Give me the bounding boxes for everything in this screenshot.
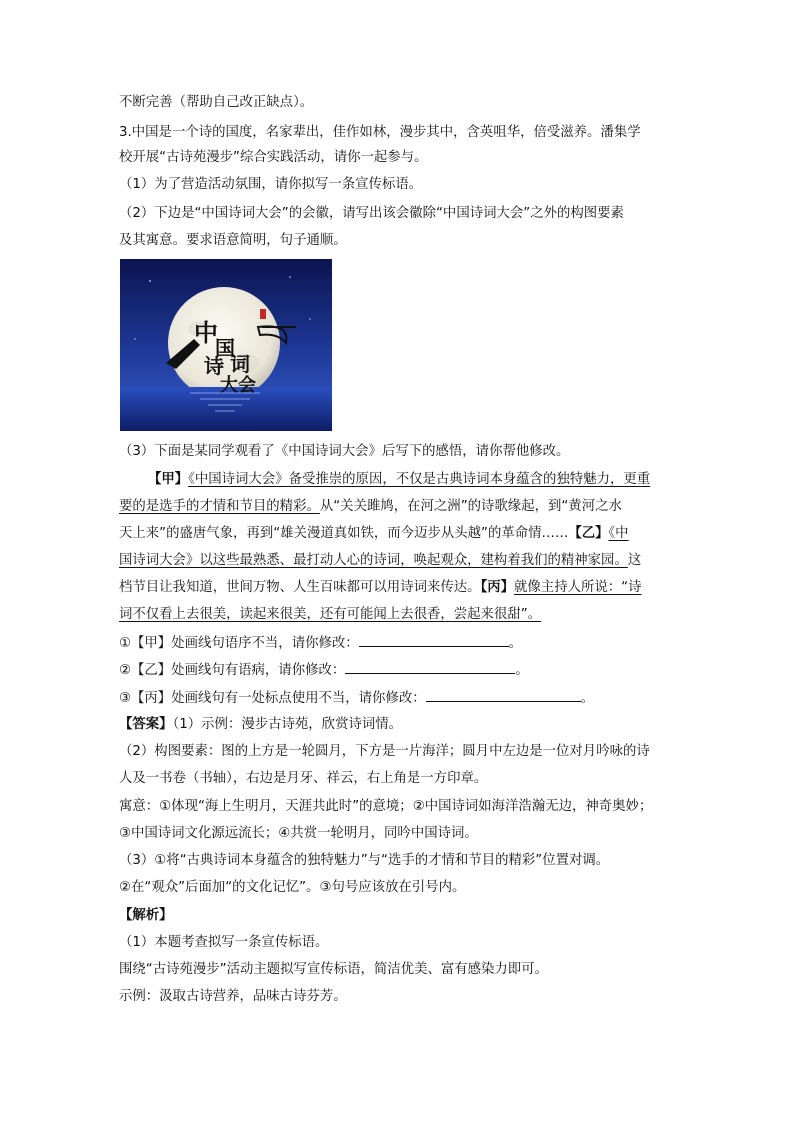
analysis-line-1: （1）本题考查拟写一条宣传标语。 xyxy=(119,935,329,950)
svg-text:会: 会 xyxy=(238,375,256,396)
subquestion-1: ①【甲】处画线句语序不当，请你修改： 。 xyxy=(119,636,523,651)
analysis-line-2: 围绕“古诗苑漫步”活动主题拟写宣传标语，简洁优美、富有感染力即可。 xyxy=(119,962,548,977)
analysis-tag: 【解析】 xyxy=(119,908,173,923)
subquestion-2: ②【乙】处画线句有语病，请你修改： 。 xyxy=(119,663,529,678)
answer-line-6: （3）①将“古典诗词本身蕴含的独特魅力”与“选手的才情和节目的精彩”位置对调。 xyxy=(119,853,610,868)
text-line: 校开展“古诗苑漫步”综合实践活动，请你一起参与。 xyxy=(119,150,428,165)
subquestion-3: ③【丙】处画线句有一处标点使用不当，请你修改： 。 xyxy=(119,691,594,706)
question-3-intro: 3.中国是一个诗的国度，名家辈出，佳作如林，漫步其中，含英咀华，倍受滋养。潘集学 xyxy=(119,125,641,140)
svg-text:诗: 诗 xyxy=(204,354,224,378)
svg-text:国: 国 xyxy=(215,336,235,360)
svg-text:词: 词 xyxy=(230,352,250,376)
passage-line-1 xyxy=(148,471,650,489)
underlined-sentence-jia: 《中国诗词大会》备受推崇的原因，不仅是古典诗词本身蕴含的独特魅力，更重 xyxy=(188,472,651,487)
answer-line-3: 人及一书卷（书轴），右边是月牙、祥云，右上角是一方印章。 xyxy=(119,771,488,786)
tag-bing: 【丙】 xyxy=(480,580,515,595)
answer-blank-2[interactable] xyxy=(345,661,515,674)
answer-line-5: ③中国诗词文化源远流长；④共赏一轮明月，同吟中国诗词。 xyxy=(119,826,478,841)
svg-text:中: 中 xyxy=(194,318,218,347)
svg-text:大: 大 xyxy=(220,375,238,396)
underlined-sentence-jia-end: 要的是选手的才情和节目的精彩。 xyxy=(119,499,320,514)
passage-line-5: 档节目让我知道，世间万物、人生百味都可以用诗词来传达。【丙】就像主持人所说：“诗 xyxy=(119,580,642,595)
answer-tag: 【答案】 xyxy=(119,717,173,732)
answer-blank-3[interactable] xyxy=(426,689,581,702)
underlined-sentence-bing-end: 词不仅看上去很美，读起来很美，还有可能闻上去很香，尝起来很甜”。 xyxy=(119,607,542,622)
passage-line-3: 天上来”的盛唐气象，再到“雄关漫道真如铁，而今迈步从头越”的革命情……【乙】《中 xyxy=(119,526,629,541)
analysis-line-3: 示例：汲取古诗营养，品味古诗芬芳。 xyxy=(119,989,347,1004)
text-line: 不断完善（帮助自己改正缺点）。 xyxy=(119,95,314,110)
tag-jia: 【甲】 xyxy=(148,472,189,487)
poetry-conference-emblem-image xyxy=(120,259,332,431)
underlined-sentence-yi-end: 国诗词大会》以这些最熟悉、最打动人心的诗词，唤起观众，建构着我们的精神家园。 xyxy=(119,553,628,568)
passage-line-2: 要的是选手的才情和节目的精彩。从“关关雎鸠，在河之洲”的诗歌缘起，到“黄河之水 xyxy=(119,499,622,514)
answer-blank-1[interactable] xyxy=(359,634,509,647)
question-3-1: （1）为了营造活动氛围，请你拟写一条宣传标语。 xyxy=(119,177,423,192)
question-3-3: （3）下面是某同学观看了《中国诗词大会》后写下的感悟，请你帮他修改。 xyxy=(119,444,570,459)
underlined-sentence-bing: 就像主持人所说：“诗 xyxy=(514,580,642,595)
tag-yi: 【乙】 xyxy=(568,526,609,541)
passage-line-6 xyxy=(119,606,541,624)
answer-line-1: 【答案】（1）示例：漫步古诗苑，欣赏诗词情。 xyxy=(119,717,403,732)
text-line: 及其寓意。要求语意简明，句子通顺。 xyxy=(119,233,347,248)
answer-line-4: 寓意：①体现“海上生明月，天涯共此时”的意境；②中国诗词如海洋浩瀚无边，神奇奥妙； xyxy=(119,799,653,814)
answer-line-7: ②在“观众”后面加“的文化记忆”。③句号应该放在引号内。 xyxy=(119,880,466,895)
underlined-sentence-yi: 《中 xyxy=(608,526,629,541)
answer-line-2: （2）构图要素：图的上方是一轮圆月，下方是一片海洋；圆月中左边是一位对月吟咏的诗 xyxy=(119,744,650,759)
passage-line-4: 国诗词大会》以这些最熟悉、最打动人心的诗词，唤起观众，建构着我们的精神家园。这 xyxy=(119,553,642,568)
question-3-2: （2）下边是“中国诗词大会”的会徽，请写出该会徽除“中国诗词大会”之外的构图要素 xyxy=(119,206,624,221)
